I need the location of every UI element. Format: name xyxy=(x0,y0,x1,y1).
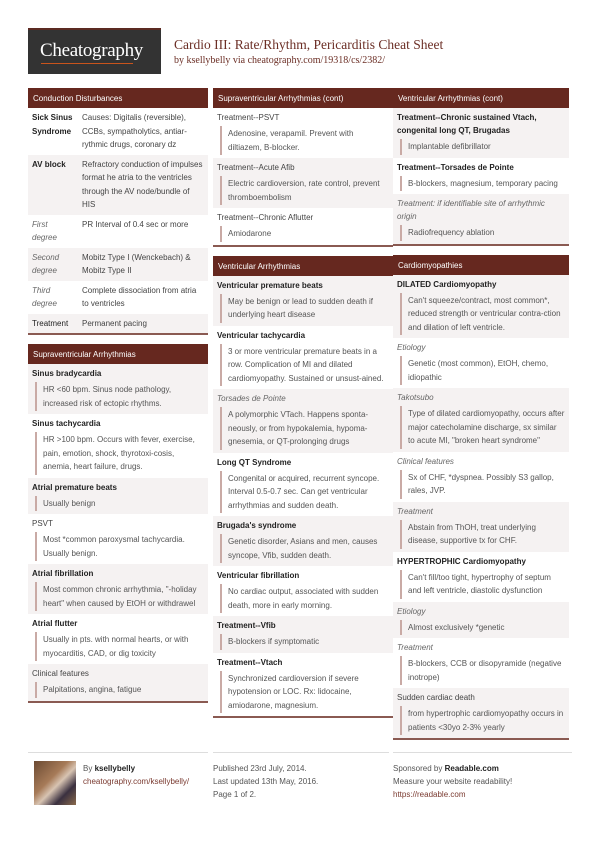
row-key: Treatment xyxy=(28,314,78,334)
conduction-table xyxy=(28,108,208,333)
table-row xyxy=(28,215,208,248)
by-label: By xyxy=(83,764,93,773)
row-key: Sick Sinus Syndrome xyxy=(32,113,73,136)
entry-title: Clinical features xyxy=(397,456,454,466)
entry-body: B-blockers, magnesium, temporary pacing xyxy=(400,176,565,192)
list-item xyxy=(213,566,393,616)
entry-title: PSVT xyxy=(32,519,53,528)
section-ventricular-arrhythmias-cont xyxy=(393,88,569,246)
footer-author xyxy=(28,752,208,812)
page-title: Cardio III: Rate/Rhythm, Pericarditis Cheat Sheet xyxy=(174,37,444,52)
header xyxy=(28,28,588,74)
entry-title: Torsades de Pointe xyxy=(217,394,286,403)
entry-body: Usually benign xyxy=(35,496,204,512)
section-title: Supraventricular Arrhythmias (cont) xyxy=(213,88,393,108)
entry-title: Ventricular fibrillation xyxy=(217,571,300,580)
row-value: Refractory conduction of impulses format he atria to the ventricles through the AV node/bundle of HIS xyxy=(78,155,208,215)
author-name[interactable]: ksellybelly xyxy=(94,764,136,773)
table-row xyxy=(28,248,208,281)
entry-body: Adenosine, verapamil. Prevent with diltiazem, B-blocker. xyxy=(220,126,389,155)
list-item xyxy=(213,516,393,566)
list-item xyxy=(28,414,208,478)
page-number: Page 1 of 2. xyxy=(213,790,257,799)
entry-title: Treatment: if identifiable site of arrhythmic origin xyxy=(397,199,545,221)
list-item xyxy=(393,388,569,452)
entry-body: Synchronized cardioversion if severe hypotension or LOC. Rx: lidocaine, amiodarone, magnesium. xyxy=(220,671,389,714)
entry-title: Ventricular tachycardia xyxy=(217,330,306,340)
table-row xyxy=(28,108,208,155)
entry-title: Atrial fibrillation xyxy=(32,569,94,578)
list-item xyxy=(393,688,569,738)
column-2 xyxy=(213,88,393,727)
list-item xyxy=(393,108,569,158)
list-item xyxy=(213,276,393,326)
published-date: Published 23rd July, 2014. xyxy=(213,764,307,773)
entry-title: Treatment--Acute Afib xyxy=(217,163,295,172)
entry-body: Genetic (most common), EtOH, chemo, idiopathic xyxy=(400,356,565,385)
entry-body: A polymorphic VTach. Happens sponta-neously, or from hypokalemia, hypoma-gnesemia, or QT-prolonging drugs xyxy=(220,407,389,450)
row-value: Complete dissociation from atria to ventricles xyxy=(82,285,197,308)
row-key: Second degree xyxy=(28,248,78,281)
section-supraventricular-arrhythmias-cont xyxy=(213,88,393,247)
section-title: Ventricular Arrhythmias xyxy=(213,256,393,276)
entry-title: Sudden cardiac death xyxy=(397,693,475,702)
entry-title: Takotsubo xyxy=(397,393,434,402)
entry-body: Type of dilated cardiomyopathy, occurs after major catecholamine discharge, sx similar to acute MI, "broken heart syndrome" xyxy=(400,406,565,449)
entry-title: Treatment xyxy=(397,643,433,652)
sponsor-tagline: Measure your website readability! xyxy=(393,777,513,786)
entry-title: Treatment--Torsades de Pointe xyxy=(397,162,514,172)
entry-body: Almost exclusively *genetic xyxy=(400,620,565,636)
entry-body: 3 or more ventricular premature beats in a row. Complication of MI and dilated cardiomyopathy. Sustained or unsust-ained. xyxy=(220,344,389,387)
column-3 xyxy=(393,88,569,749)
list-item xyxy=(213,616,393,653)
avatar[interactable] xyxy=(34,761,76,805)
list-item xyxy=(213,158,393,208)
list-item xyxy=(393,552,569,602)
row-key: Third degree xyxy=(32,285,57,308)
entry-body: Electric cardioversion, rate control, prevent thromboembolism xyxy=(220,176,389,205)
entry-body: Can't squeeze/contract, most common*, reduced strength or ventricular contra-ction and dilation of left ventricle. xyxy=(400,293,565,336)
entry-body: Most common chronic arrhythmia, "-holiday heart" when caused by EtOH or withdrawel xyxy=(35,582,204,611)
section-conduction-disturbances xyxy=(28,88,208,335)
entry-body: Radiofrequency ablation xyxy=(400,225,565,241)
entry-title: Treatment--PSVT xyxy=(217,113,280,122)
list-item xyxy=(28,364,208,414)
entry-body: Sx of CHF, *dyspnea. Possibly S3 gallop, rales, JVP. xyxy=(400,470,565,499)
row-value: Causes: Digitalis (reversible), CCBs, sympatholytics, antiar-rythmic drugs, coronary dz xyxy=(82,113,187,149)
list-item xyxy=(28,514,208,564)
table-row xyxy=(28,155,208,215)
list-item xyxy=(213,108,393,158)
section-ventricular-arrhythmias xyxy=(213,256,393,719)
list-item xyxy=(393,158,569,195)
column-1 xyxy=(28,88,208,712)
sponsor-link[interactable]: https://readable.com xyxy=(393,790,466,799)
entry-title: Treatment--Vfib xyxy=(217,621,276,630)
list-item xyxy=(393,194,569,244)
updated-date: Last updated 13th May, 2016. xyxy=(213,777,319,786)
row-key: AV block xyxy=(28,155,78,215)
entry-body: May be benign or lead to sudden death if underlying heart disease xyxy=(220,294,389,323)
entry-title: Brugada's syndrome xyxy=(217,521,297,530)
section-title: Conduction Disturbances xyxy=(28,88,208,108)
list-item xyxy=(393,638,569,688)
section-title: Supraventricular Arrhythmias xyxy=(28,344,208,364)
entry-title: Ventricular premature beats xyxy=(217,280,323,290)
list-item xyxy=(393,275,569,339)
entry-title: Treatment--Chronic Aflutter xyxy=(217,213,314,222)
entry-body: B-blockers if symptomatic xyxy=(220,634,389,650)
section-title: Ventricular Arrhythmias (cont) xyxy=(393,88,569,108)
entry-body: Amiodarone xyxy=(220,226,389,242)
entry-body: Genetic disorder, Asians and men, causes syncope, Vfib, sudden death. xyxy=(220,534,389,563)
author-link[interactable]: cheatography.com/ksellybelly/ xyxy=(83,777,190,786)
footer xyxy=(28,752,572,812)
author-block xyxy=(83,762,189,788)
entry-title: Treatment--Chronic sustained Vtach, congenital long QT, Brugadas xyxy=(397,113,537,135)
row-value: Permanent pacing xyxy=(78,314,208,334)
list-item xyxy=(28,564,208,614)
table-row xyxy=(28,314,208,334)
entry-title: Atrial flutter xyxy=(32,619,78,628)
entry-body: Congenital or acquired, recurrent syncope. Interval 0.5-0.7 sec. Can get ventricular arrhythmias and sudden death. xyxy=(220,471,389,514)
page-subtitle[interactable]: by ksellybelly via cheatography.com/19318/cs/2382/ xyxy=(174,55,385,66)
list-item xyxy=(393,338,569,388)
entry-title: Atrial premature beats xyxy=(32,482,117,492)
entry-body: Implantable defibrillator xyxy=(400,139,565,155)
list-item xyxy=(28,664,208,701)
section-cardiomyopathies xyxy=(393,255,569,741)
section-supraventricular-arrhythmias xyxy=(28,344,208,703)
sponsor-name[interactable]: Readable.com xyxy=(444,764,499,773)
footer-sponsor xyxy=(393,752,572,812)
entry-body: Palpitations, angina, fatigue xyxy=(35,682,204,698)
entry-body: B-blockers, CCB or disopyramide (negative inotrope) xyxy=(400,656,565,685)
sponsored-label: Sponsored by xyxy=(393,764,443,773)
row-key: First degree xyxy=(32,219,57,242)
list-item xyxy=(213,208,393,245)
entry-title: Treatment--Vtach xyxy=(217,657,283,667)
entry-title: Sinus bradycardia xyxy=(32,369,102,378)
entry-title: Etiology xyxy=(397,343,426,352)
cheatography-logo[interactable] xyxy=(28,28,161,74)
entry-body: from hypertrophic cardiomyopathy occurs in patients <30yo 2-3% yearly xyxy=(400,706,565,735)
entry-body: No cardiac output, associated with sudden death, more in early morning. xyxy=(220,584,389,613)
entry-title: HYPERTROPHIC Cardiomyopathy xyxy=(397,556,526,566)
entry-title: DILATED Cardiomyopathy xyxy=(397,279,497,289)
list-item xyxy=(28,614,208,664)
entry-body: HR >100 bpm. Occurs with fever, exercise, pain, emotion, shock, thyrotoxi-cosis, anemia, heart failure, drugs. xyxy=(35,432,204,475)
entry-body: Abstain from ThOH, treat underlying disease, supportive tx for CHF. xyxy=(400,520,565,549)
list-item xyxy=(28,478,208,515)
list-item xyxy=(213,653,393,717)
entry-title: Treatment xyxy=(397,506,433,516)
entry-body: Usually in pts. with normal hearts, or with myocarditis, CAD, or dig toxicity xyxy=(35,632,204,661)
entry-body: HR <60 bpm. Sinus node pathology, increased risk of ectopic rhythms. xyxy=(35,382,204,411)
row-value: Mobitz Type I (Wenckebach) & Mobitz Type II xyxy=(78,248,208,281)
list-item xyxy=(213,389,393,453)
entry-body: Most *common paroxysmal tachycardia. Usually benign. xyxy=(35,532,204,561)
entry-body: Can't fill/too tight, hypertrophy of septum and left ventricle, diastolic dysfunction xyxy=(400,570,565,599)
logo-underline xyxy=(41,63,133,64)
footer-dates xyxy=(213,752,389,812)
list-item xyxy=(393,602,569,639)
list-item xyxy=(213,326,393,390)
entry-title: Sinus tachycardia xyxy=(32,419,101,428)
entry-title: Etiology xyxy=(397,606,426,616)
row-value: PR Interval of 0.4 sec or more xyxy=(82,219,189,229)
list-item xyxy=(213,453,393,517)
logo-text: Cheatography xyxy=(40,40,143,61)
list-item xyxy=(393,502,569,552)
table-row xyxy=(28,281,208,314)
entry-title: Long QT Syndrome xyxy=(217,457,292,467)
section-title: Cardiomyopathies xyxy=(393,255,569,275)
entry-title: Clinical features xyxy=(32,669,89,678)
list-item xyxy=(393,452,569,502)
